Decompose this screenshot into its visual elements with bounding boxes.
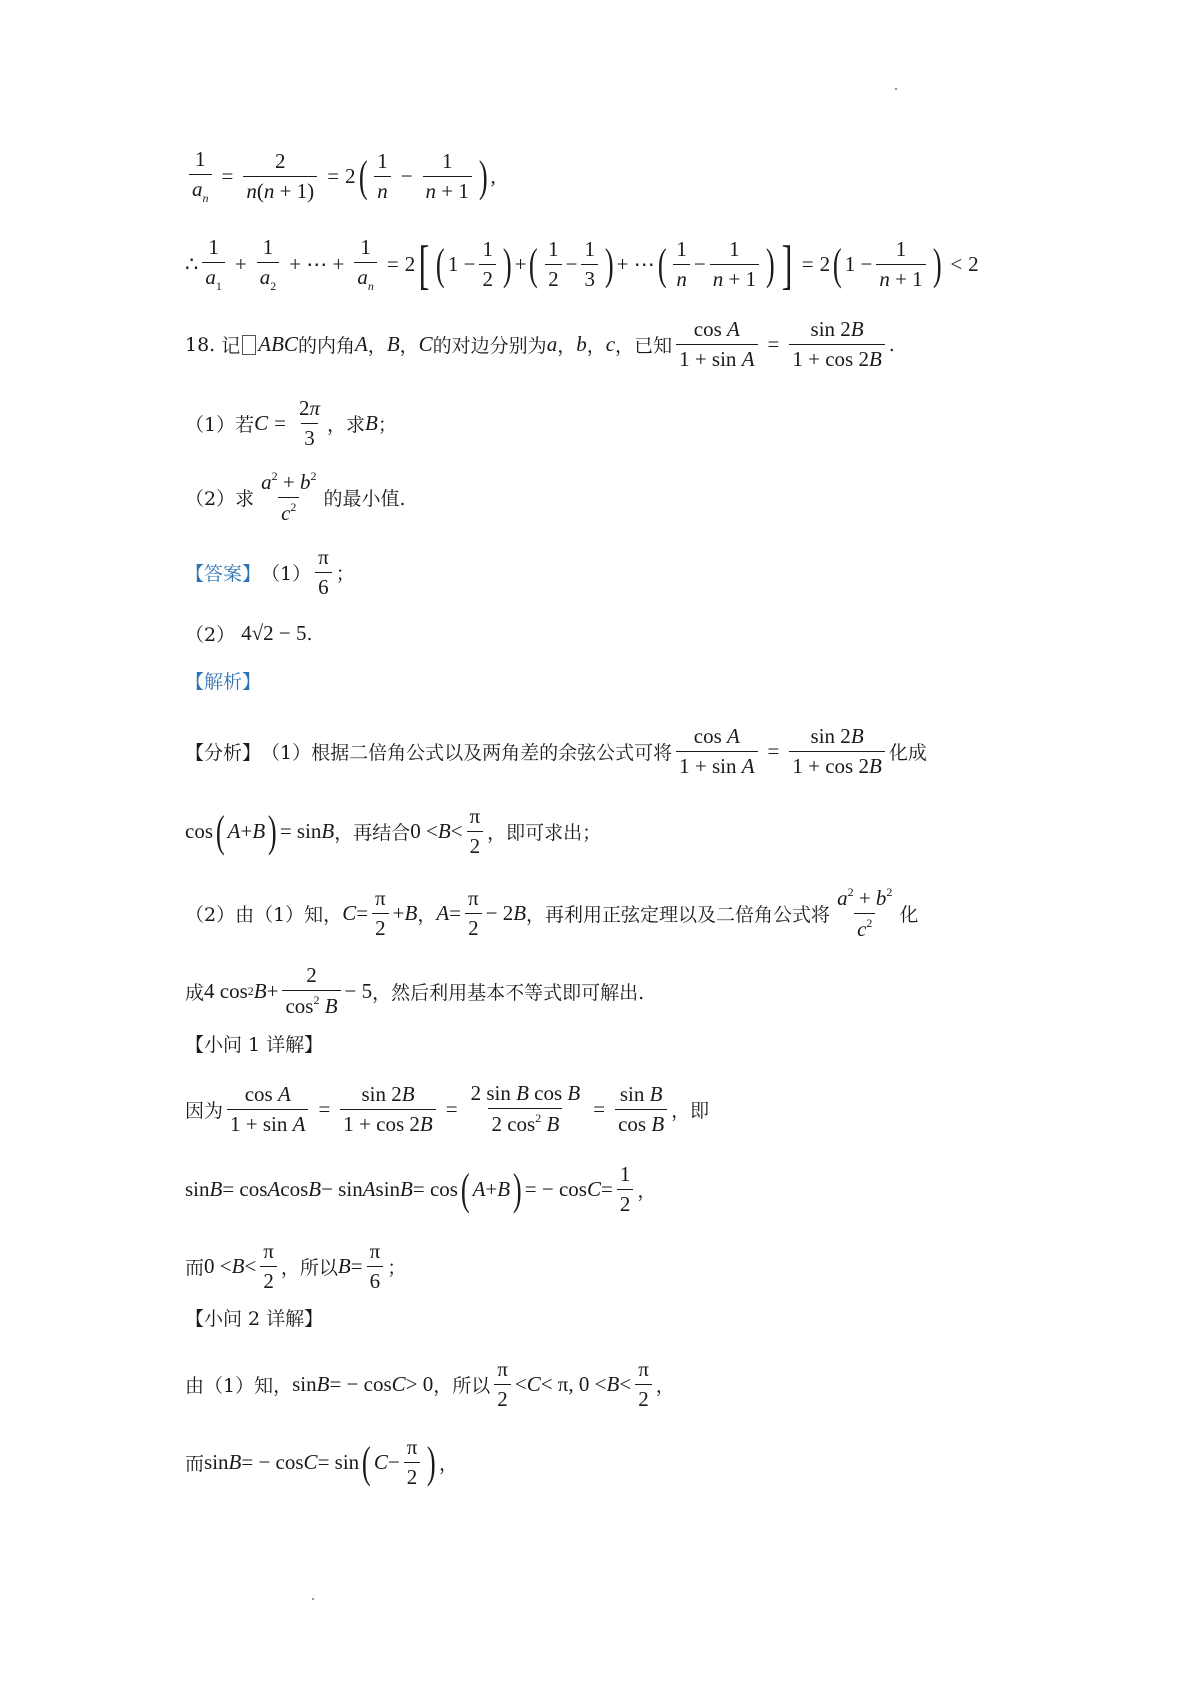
- sub1-line-3: 而 0 < B < $\frac{\pi}{2}$ ，所以 B = $\frac{\pi}{6}$ ；: [185, 1239, 407, 1294]
- fenxi-line-2: cos ( A + B ) = sin B ，再结合 0 < B < $\frac{\pi}{2}$ ，即可求出；: [185, 804, 602, 859]
- question-18-part-2: （2）求 $\frac{a^2 + b^2}{c^2}$ 的最小值.: [185, 469, 406, 526]
- question-18-part-1: （1）若 C = $\frac{2\pi}{3}$ ，求 B ；: [185, 396, 397, 451]
- analysis-label: 【解析】: [185, 671, 262, 693]
- scan-dot: [312, 1598, 314, 1600]
- fenxi-line-1: 【分析】 （1）根据二倍角公式以及两角差的余弦公式可将 $\frac{\text{cos A}}{\text{1 + sin A}}$ = $\frac{\sin 2B}{1 + \cos 2B}$ 化成: [185, 724, 927, 779]
- fenxi-line-3: （2）由（1）知， C = $\frac{\pi}{2}$ + B ， A = $\frac{\pi}{2}$ − 2 B ，再利用正弦定理以及二倍角公式将 $\frac{a^2 + b^2}{c^2}$ 化: [185, 885, 919, 942]
- sub2-line-1: 由（1）知， sin B = − cos C > 0 ，所以 $\frac{\pi}{2}$ < C < π, 0 < B < $\frac{\pi}{2}$ ，: [185, 1357, 675, 1412]
- sub2-heading: 【小问 2 详解】: [185, 1308, 324, 1330]
- sub1-heading: 【小问 1 详解】: [185, 1034, 324, 1056]
- formula-line-2: ∴ $\frac{1}{a_1}$ + $\frac{1}{a_2}$ + ⋯ + $\frac{1}{a_n}$ = 2 [ ( 1 − $\frac{1}{2}$ ) + ( $\frac{1}{2}$ − $\frac{1}{3}$ ) + ⋯ ( $\frac{1}{n}$ − $\frac{1}{n + 1}$ ) ] = 2 ( 1 − $\frac{1}{n + 1}$ ) < 2: [185, 234, 979, 295]
- formula-line-1: $\frac{1}{a_n}$ = $\frac{2}{n(n + 1)}$ = 2 ( $\frac{1}{n}$ − $\frac{1}{n + 1}$ ) ,: [185, 148, 496, 205]
- fenxi-line-4: 成 4 cos 2 B + $\frac{2}{\cos^2 B}$ − 5 ，然后利用基本不等式即可解出.: [185, 963, 645, 1019]
- sub1-line-2: sin B = cos A cos B − sin A sin B = cos ( A + B ) = − cos C = $\frac{1}{2}$ ，: [185, 1162, 657, 1217]
- question-18: 18. 记 ABC 的内角 A ， B ， C 的对边分别为 a ， b ， c ， 已知 $\frac{\text{cos A}}{\text{1 + sin A}}$ = $\frac{\sin 2B}{1 + \cos 2B}$ .: [185, 317, 895, 372]
- missing-glyph-box: [242, 335, 256, 355]
- answer-label: 【答案】: [185, 563, 262, 586]
- sub2-line-2: 而 sin B = − cos C = sin ( C − $\frac{\pi}{2}$ ) ，: [185, 1435, 458, 1490]
- scan-dot: [895, 88, 897, 90]
- answer-line-1: 【答案】 （1） $\frac{\pi}{6}$ ；: [185, 545, 355, 600]
- sub1-line-1: 因为 $\frac{\text{cos A}}{\text{1 + sin A}}$ = $\frac{\sin 2B}{1 + \cos 2B}$ = $\frac{\text{2 sin B cos B}}{2 \cos^2 B}$ = $\frac{\text{sin B}}{\text{cos B}}$ ，即: [185, 1081, 710, 1137]
- answer-line-2: （2） 4√2 − 5 .: [185, 621, 313, 646]
- question-number: 18.: [185, 333, 216, 356]
